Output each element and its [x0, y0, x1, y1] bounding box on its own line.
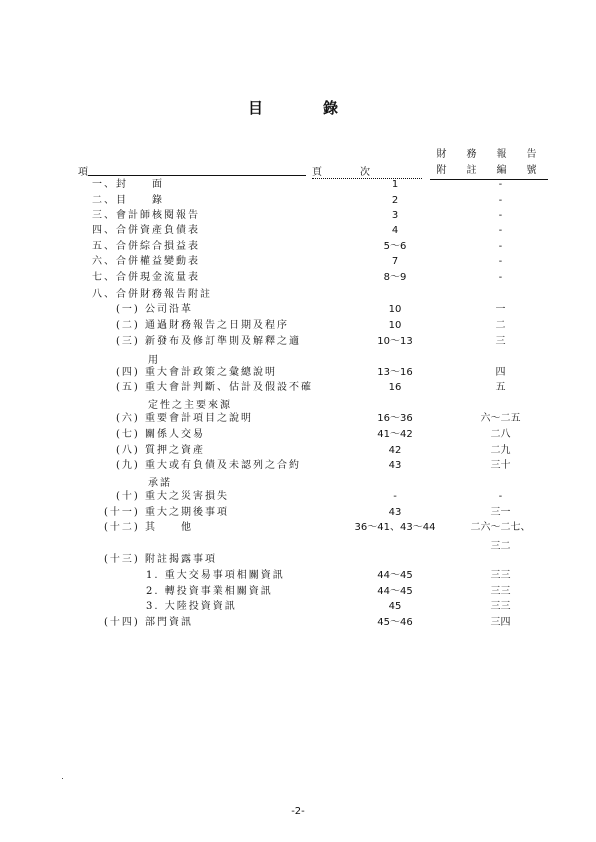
- row-page: 1: [391, 179, 399, 190]
- row-note: 三三: [490, 586, 511, 597]
- row-label: 四、合併資產負債表: [92, 225, 200, 236]
- row-note: 一: [495, 304, 506, 315]
- row-page: 43: [388, 507, 402, 518]
- row-note: 三四: [490, 617, 511, 628]
- row-page: 4: [391, 225, 399, 236]
- row-label: 2. 轉投資事業相關資訊: [146, 586, 273, 597]
- row-label: (四) 重大會計政策之彙總說明: [116, 367, 277, 378]
- row-page: 16～36: [377, 413, 413, 424]
- row-note: 三一: [490, 507, 511, 518]
- row-note: 二九: [490, 445, 511, 456]
- row-note: -: [498, 272, 503, 283]
- row-note: 二八: [490, 429, 511, 440]
- row-label: (十) 重大之災害損失: [116, 491, 229, 502]
- row-label: (五) 重大會計判斷、估計及假設不確: [116, 382, 313, 393]
- row-label: 三、會計師核閱報告: [92, 210, 200, 221]
- row-continuation: 承諾: [148, 478, 172, 489]
- page-number: -2-: [291, 806, 305, 817]
- row-note: 三十: [490, 460, 511, 471]
- row-label: (十二) 其 他: [104, 522, 193, 533]
- row-page: 42: [388, 445, 402, 456]
- row-note: -: [498, 210, 503, 221]
- row-note: 三三: [490, 570, 511, 581]
- row-label: (六) 重要會計項目之說明: [116, 413, 253, 424]
- row-note: 二六～二七、: [470, 522, 531, 533]
- row-label: (三) 新發布及修訂準則及解釋之適: [116, 336, 301, 347]
- row-continuation: 定性之主要來源: [148, 400, 232, 411]
- row-note: -: [498, 256, 503, 267]
- row-page: 41～42: [377, 429, 413, 440]
- row-page: 2: [391, 195, 399, 206]
- page-title: 目 錄: [247, 99, 348, 117]
- row-page: 13～16: [377, 367, 413, 378]
- row-page: 36～41、43～44: [354, 522, 436, 533]
- row-note: -: [498, 241, 503, 252]
- row-label: (十三) 附註揭露事項: [104, 554, 217, 565]
- row-note: -: [498, 491, 503, 502]
- row-label: (十四) 部門資訊: [104, 617, 193, 628]
- row-note: 三: [495, 336, 506, 347]
- row-label: 一、封 面: [92, 179, 164, 190]
- row-label: 五、合併綜合損益表: [92, 241, 200, 252]
- row-label: (一) 公司沿革: [116, 304, 193, 315]
- header-rule: [88, 175, 306, 176]
- row-page: 16: [388, 382, 402, 393]
- row-label: (十一) 重大之期後事項: [104, 507, 229, 518]
- header-item: 項: [78, 167, 88, 178]
- row-page: 45: [388, 601, 402, 612]
- header-notes: [430, 147, 548, 180]
- row-note: -: [498, 179, 503, 190]
- row-note: 三三: [490, 601, 511, 612]
- row-note: 五: [495, 382, 506, 393]
- row-note: 四: [495, 367, 506, 378]
- row-label: 1. 重大交易事項相關資訊: [146, 570, 285, 581]
- note-continuation: 三二: [490, 541, 511, 552]
- row-page: 7: [391, 256, 399, 267]
- row-note: -: [498, 195, 503, 206]
- row-note: 二: [495, 320, 506, 331]
- row-label: (九) 重大或有負債及未認列之合約: [116, 460, 301, 471]
- row-label: 八、合併財務報告附註: [92, 289, 212, 300]
- row-page: 10: [388, 304, 402, 315]
- row-label: (七) 關係人交易: [116, 429, 205, 440]
- row-page: 5～6: [383, 241, 407, 252]
- row-note: 六～二五: [480, 413, 521, 424]
- header-page: 頁 次: [312, 163, 422, 179]
- row-label: 七、合併現金流量表: [92, 272, 200, 283]
- dot-mark: [62, 778, 63, 779]
- row-continuation: 用: [148, 355, 160, 366]
- header-notes-line1: 財 務 報 告: [436, 149, 542, 160]
- row-note: -: [498, 225, 503, 236]
- header-notes-line2: 附 註 編 號: [430, 163, 548, 180]
- row-page: 3: [391, 210, 399, 221]
- row-page: 10: [388, 320, 402, 331]
- row-label: 3. 大陸投資資訊: [146, 601, 237, 612]
- row-page: 10～13: [377, 336, 413, 347]
- row-label: (八) 質押之資產: [116, 445, 205, 456]
- row-label: 六、合併權益變動表: [92, 256, 200, 267]
- row-page: 43: [388, 460, 402, 471]
- row-page: 44～45: [377, 586, 413, 597]
- row-label: 二、目 錄: [92, 195, 164, 206]
- row-page: -: [393, 491, 397, 502]
- row-page: 44～45: [377, 570, 413, 581]
- row-label: (二) 通過財務報告之日期及程序: [116, 320, 289, 331]
- row-page: 8～9: [383, 272, 407, 283]
- row-page: 45～46: [377, 617, 413, 628]
